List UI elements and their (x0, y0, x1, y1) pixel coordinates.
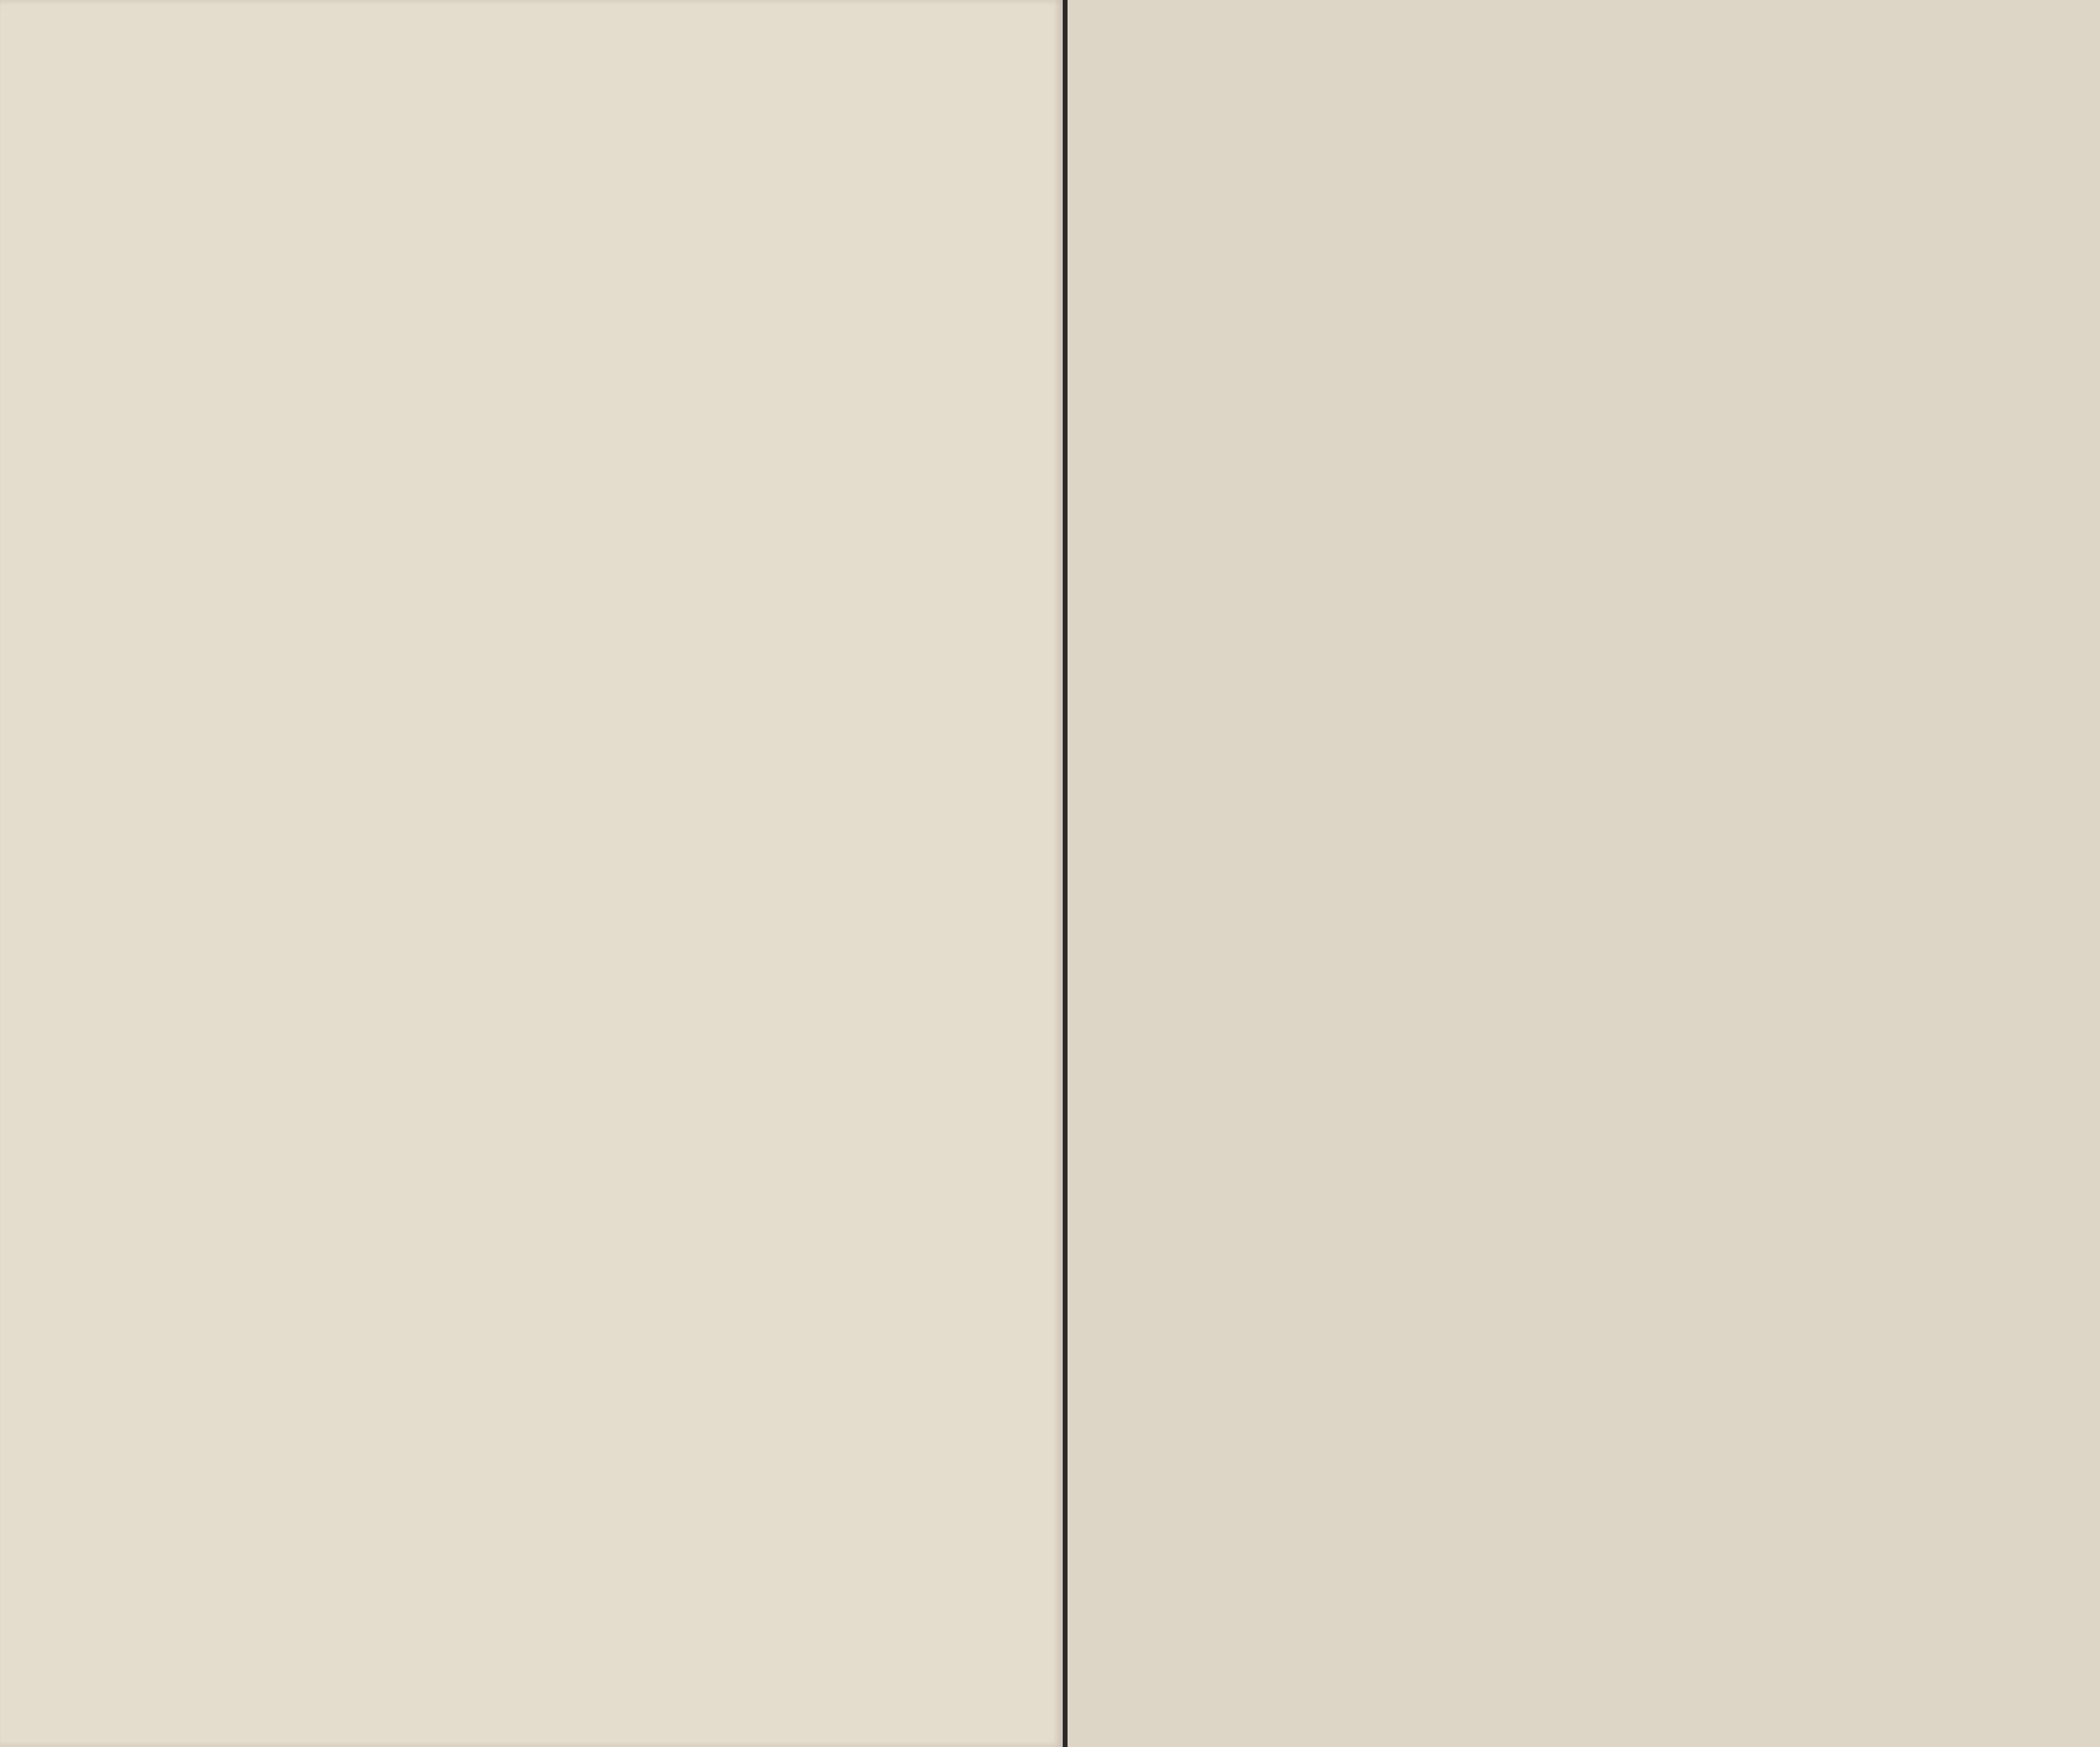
page-gutter (1063, 0, 1068, 1747)
header-military-status (1828, 220, 2062, 268)
header-literacy-b (1495, 135, 1606, 158)
header-absence-note (1193, 103, 1314, 268)
header-main-occupation (1618, 160, 1813, 268)
instructions-column-left (77, 63, 552, 1618)
header-residence (1073, 103, 1182, 268)
header-secondary-occupation (1828, 165, 2062, 215)
instructions-column-right (568, 63, 1021, 1618)
census-form-page (1068, 0, 2100, 1747)
header-literacy-a (1438, 135, 1495, 158)
header-religion (1323, 103, 1375, 268)
header-where-educated (1499, 160, 1602, 268)
header-can-read (1441, 160, 1492, 268)
header-literacy (1438, 103, 1606, 133)
header-occupation-a (1606, 135, 1825, 158)
header-occupation-b (1825, 135, 2064, 158)
header-occupation (1606, 103, 2064, 133)
header-native-language (1381, 103, 1436, 268)
